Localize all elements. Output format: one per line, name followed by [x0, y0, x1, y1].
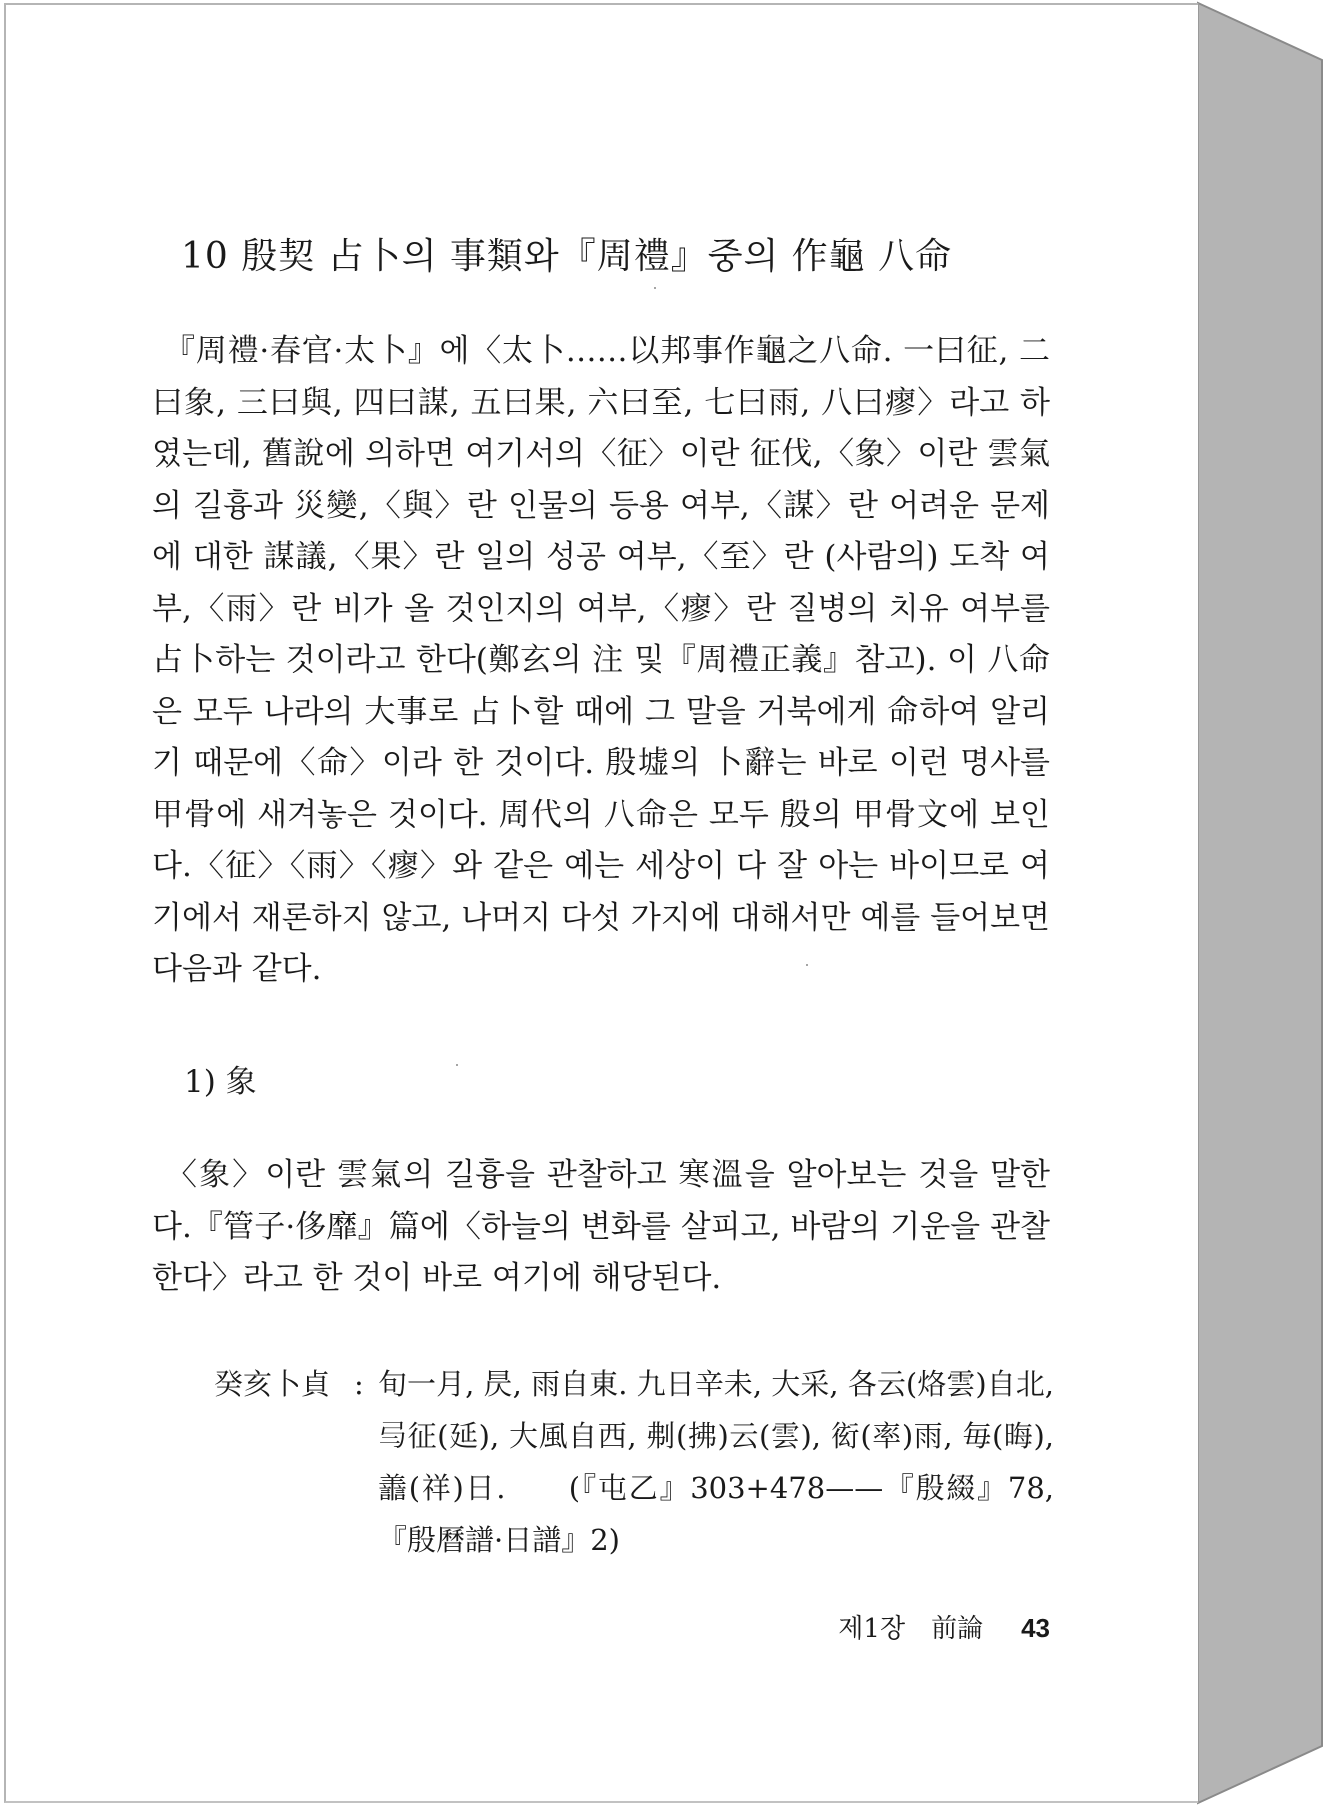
subsection-heading: 1) 象: [184, 1064, 257, 1100]
page-number: 43: [1021, 1613, 1050, 1643]
chapter-label: 제1장 前論: [838, 1614, 984, 1644]
print-speck: [806, 964, 808, 966]
page-footer: [830, 1608, 1050, 1645]
print-speck: [654, 287, 656, 289]
body-paragraph-eight-commands: 『周禮·春官·太卜』에〈太卜……以邦事作龜之八命. 一曰征, 二曰象, 三曰與, 四曰謀, 五曰果, 六曰至, 七曰雨, 八曰瘳〉라고 하였는데, 舊說에 의하면 여기서의〈征〉이란 征伐,〈象〉이란 雲氣의 길흉과 災變,〈與〉란 인물의 등용 여부,〈謀〉란 어려운 문제에 대한 謀議,〈果〉란 일의 성공 여부,〈至〉란 (사람의) 도착 여부,〈雨〉란 비가 올 것인지의 여부,〈瘳〉란 질병의 치유 여부를 占卜하는 것이라고 한다(鄭玄의 注 및『周禮正義』참고). 이 八命은 모두 나라의 大事로 占卜할 때에 그 말을 거북에게 命하여 알리기 때문에〈命〉이라 한 것이다. 殷墟의 卜辭는 바로 이런 명사를 甲骨에 새겨놓은 것이다. 周代의 八命은 모두 殷의 甲骨文에 보인다.〈征〉〈雨〉〈瘳〉와 같은 예는 세상이 다 잘 아는 바이므로 여기에서 재론하지 않고, 나머지 다섯 가지에 대해서만 예를 들어보면 다음과 같다.: [152, 333, 1050, 987]
inscription-colon: :: [354, 1367, 364, 1401]
section-title: 10 殷契 占卜의 事類와『周禮』중의 作龜 八命: [181, 236, 953, 277]
print-speck: [456, 1064, 458, 1066]
inscription-text: 旬一月, 昃, 雨自東. 九日辛未, 大采, 各云(烙雲)自北, 𢎥征(延), 大風自西, 刜(拂)云(雲), 衒(率)雨, 毎(晦), 譱(祥)日. (『屯乙』303+478——『殷綴』78,『殷曆譜·日譜』2): [378, 1367, 1054, 1557]
inscription-label: 癸亥卜貞: [214, 1367, 331, 1401]
body-paragraph-xiang: 〈象〉이란 雲氣의 길흉을 관찰하고 寒溫을 알아보는 것을 말한다.『管子·侈靡』篇에〈하늘의 변화를 살피고, 바람의 기운을 관찰한다〉라고 한 것이 바로 여기에 해당된다.: [152, 1157, 1050, 1296]
